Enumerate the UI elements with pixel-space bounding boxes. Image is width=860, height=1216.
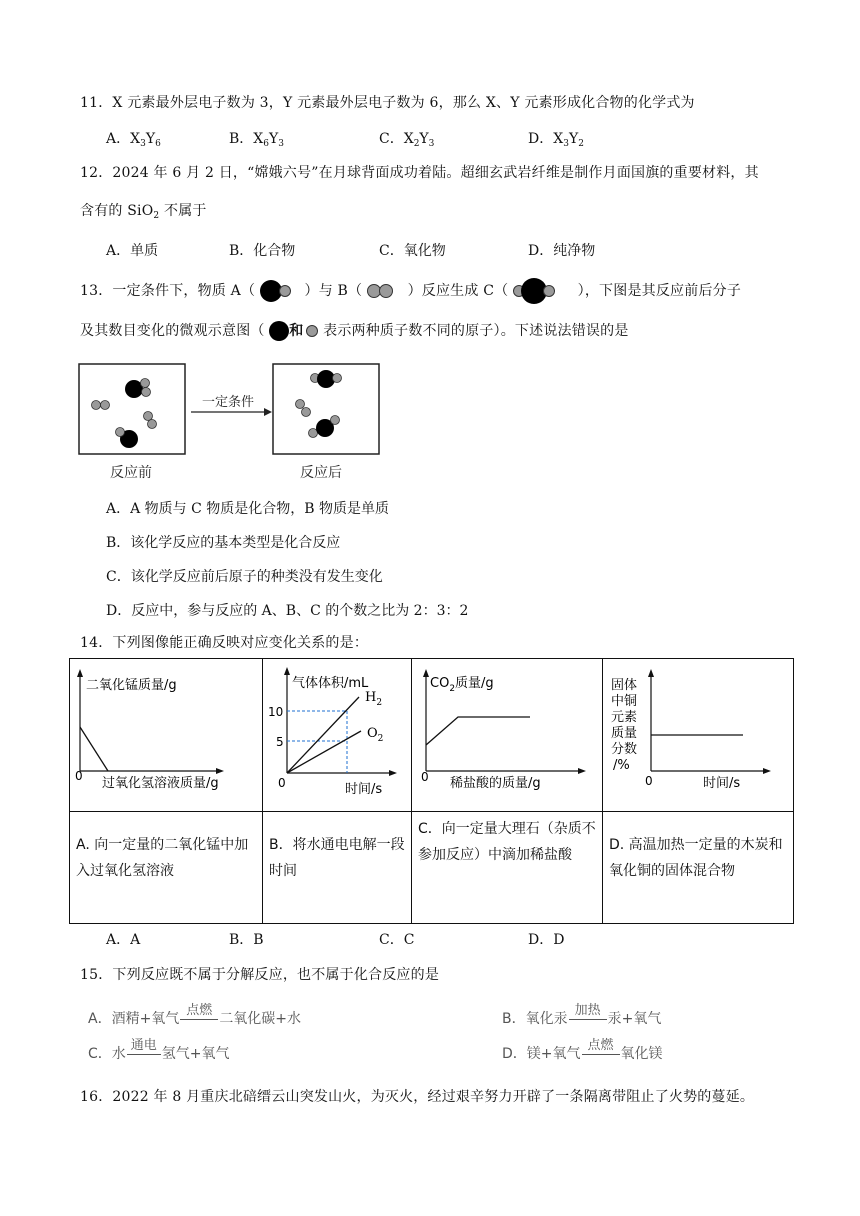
q11-option-c: C．$X_2Y_3$	[379, 131, 435, 149]
graph-c	[412, 659, 602, 807]
q13-option-c: C．该化学反应前后原子的种类没有发生变化	[106, 569, 383, 585]
svg-text:0: 0	[75, 769, 83, 783]
q12-stem-line1: 12．2024 年 6 月 2 日，“嫦娥六号”在月球背面成功着陆。超细玄武岩纤维是制作月面国旗的重要材料，其	[80, 165, 759, 181]
q11-option-d: D．$X_3Y_2$	[528, 131, 584, 149]
q14-stem: 14．下列图像能正确反映对应变化关系的是：	[80, 635, 369, 651]
q15-option-a: A．酒精+氧气 点燃 二氧化碳+水	[88, 1003, 302, 1027]
graph-c-line	[426, 717, 530, 745]
q14-table	[69, 658, 794, 924]
q12-option-b: B．化合物	[229, 243, 296, 259]
graph-d-xlabel: 时间/s	[703, 776, 741, 791]
graph-a-ylabel: 二氧化锰质量/g	[86, 678, 177, 693]
q12-option-a: A．单质	[106, 243, 159, 259]
q14-option-d: D．D	[528, 932, 565, 948]
molecule-c-icon	[513, 278, 573, 304]
h2-line	[287, 697, 359, 773]
o2-line	[287, 731, 361, 773]
q15-option-b: B．氧化汞 加热 汞+氧气	[502, 1003, 662, 1027]
svg-text:0: 0	[278, 776, 286, 790]
q14-option-c: C．C	[379, 932, 415, 948]
small-atom-legend-icon	[306, 325, 318, 337]
graph-b-ylabel: 气体体积/mL	[292, 676, 369, 691]
svg-text:5: 5	[276, 735, 284, 749]
reaction-diagram	[76, 360, 396, 485]
graph-c-ylabel: $CO_2$质量/g	[430, 676, 494, 694]
svg-text:10: 10	[268, 705, 284, 719]
svg-text:固体: 固体	[611, 678, 638, 693]
h2-label: $H_2$	[365, 690, 383, 708]
q14-option-a: A．A	[106, 932, 141, 948]
svg-text:0: 0	[645, 774, 653, 788]
svg-text:元素: 元素	[611, 710, 638, 725]
svg-text:/%: /%	[613, 758, 630, 773]
q11-stem: 11．X 元素最外层电子数为 3，Y 元素最外层电子数为 6，那么 X、Y 元素形成化合物的化学式为	[80, 95, 695, 111]
q14-option-b: B．B	[229, 932, 264, 948]
svg-text:质量: 质量	[611, 726, 638, 741]
q16-stem: 16．2022 年 8 月重庆北碚缙云山突发山火，为灭火，经过艰辛努力开辟了一条隔离带阻止了火势的蔓延。	[80, 1089, 755, 1105]
arrow-condition-label: 一定条件	[201, 395, 255, 410]
q13-stem-line1: 13．一定条件下，物质 A（ ）与 B（ ）反应生成 C（ ），下图是其反应前后分子	[80, 278, 741, 304]
q11-option-a: A．$X_3Y_6$	[106, 131, 161, 149]
q12-option-d: D．纯净物	[528, 243, 596, 259]
q14-cell-c: C．向一定量大理石（杂质不参加反应）中滴加稀盐酸	[412, 812, 603, 924]
q11-option-b: B．$X_6Y_3$	[229, 131, 284, 149]
o2-label: $O_2$	[367, 726, 384, 744]
q15-option-c: C．水 通电 氢气+氧气	[88, 1038, 230, 1062]
q14-cell-a: A. 向一定量的二氧化锰中加入过氧化氢溶液	[70, 812, 263, 924]
graph-a-xlabel: 过氧化氢溶液质量/g	[102, 776, 219, 791]
svg-text:分数: 分数	[611, 742, 638, 757]
graph-d	[603, 659, 793, 807]
q13-stem-line2: 及其数目变化的微观示意图（ 和 表示两种质子数不同的原子）。下述说法错误的是	[80, 323, 629, 339]
graph-a-cell	[70, 659, 263, 812]
big-atom-legend-icon	[269, 321, 289, 341]
q12-stem-line2: 含有的 SiO$_2$ 不属于	[80, 203, 207, 221]
q13-option-d: D．反应中，参与反应的 A、B、C 的个数之比为 2：3：2	[106, 603, 469, 619]
graph-c-cell	[412, 659, 603, 812]
before-label: 反应前	[110, 465, 152, 481]
svg-text:中铜: 中铜	[611, 694, 638, 709]
after-label: 反应后	[300, 465, 342, 481]
graph-b-cell	[263, 659, 412, 812]
q15-stem: 15．下列反应既不属于分解反应，也不属于化合反应的是	[80, 967, 440, 983]
q12-option-c: C．氧化物	[379, 243, 446, 259]
molecule-a-icon	[260, 280, 300, 302]
q13-option-b: B．该化学反应的基本类型是化合反应	[106, 535, 341, 551]
graph-d-cell	[603, 659, 794, 812]
molecule-b-icon	[367, 283, 403, 299]
graph-b-xlabel: 时间/s	[345, 782, 383, 797]
q14-cell-b: B．将水通电电解一段时间	[263, 812, 412, 924]
graph-c-xlabel: 稀盐酸的质量/g	[450, 776, 541, 791]
q14-cell-d: D. 高温加热一定量的木炭和氧化铜的固体混合物	[603, 812, 794, 924]
graph-a	[70, 659, 262, 807]
graph-b	[263, 659, 411, 807]
svg-text:0: 0	[421, 770, 429, 784]
graph-a-line	[80, 727, 108, 771]
q13-option-a: A．A 物质与 C 物质是化合物，B 物质是单质	[106, 501, 390, 517]
q15-option-d: D．镁+氧气 点燃 氧化镁	[502, 1038, 663, 1062]
